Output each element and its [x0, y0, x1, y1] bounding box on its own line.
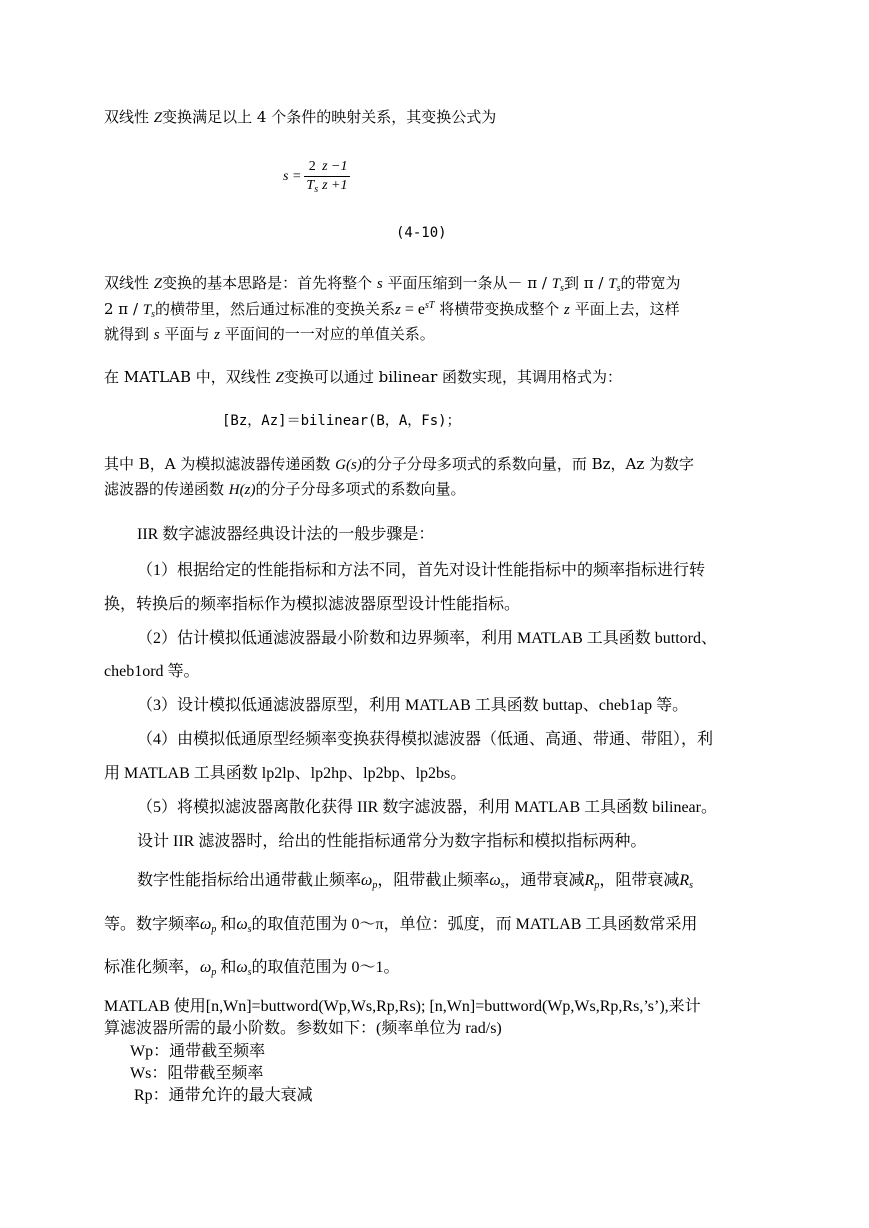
paragraph-intro: [104, 106, 496, 129]
var-s: s: [153, 327, 160, 343]
text: 数字性能指标给出通带截止频率: [137, 872, 362, 889]
sub-s: s: [247, 967, 252, 978]
text: 平面与: [159, 325, 215, 343]
text: ，阻带衰减: [599, 872, 680, 889]
sub-s: s: [500, 880, 505, 891]
step-1-line-1: （1）根据给定的性能指标和方法不同，首先对设计性能指标中的频率指标进行转: [137, 562, 706, 579]
param-rp: Rp：通带允许的最大衰减: [134, 1087, 313, 1104]
var-t: T: [551, 276, 561, 292]
var-omega: ω: [200, 916, 212, 933]
var-z: Z: [275, 370, 284, 386]
var-t: T: [608, 276, 617, 292]
var-z: z: [564, 302, 570, 318]
sub-p: p: [372, 880, 378, 891]
spec-line-1: [137, 870, 693, 892]
var-h: H: [228, 482, 240, 498]
step-2-line-2: cheb1ord 等。: [104, 663, 200, 680]
var-g: G: [335, 457, 347, 473]
step-3: （3）设计模拟低通滤波器原型，利用 MATLAB 工具函数 buttap、cheb1ap 等。: [137, 697, 689, 714]
text: 的带宽为: [620, 274, 681, 292]
var-omega: ω: [489, 872, 501, 889]
sub-s: s: [151, 309, 156, 320]
sub-p: p: [211, 924, 217, 935]
paragraph-line: [104, 272, 680, 295]
var-s: (s): [346, 457, 362, 473]
frac-num: 2: [304, 158, 320, 177]
text: 变换满足以上 4 个条件的映射关系，其变换公式为: [162, 108, 497, 126]
sub-s: s: [314, 184, 319, 195]
step-4-line-2: 用 MATLAB 工具函数 lp2lp、lp2hp、lp2bp、lp2bs。: [104, 765, 467, 782]
text: 平面压缩到一条从－ π /: [382, 274, 552, 292]
bilinear-equation: [283, 158, 350, 195]
var-z: (z): [239, 482, 256, 498]
sub-p: p: [211, 967, 217, 978]
var-omega: ω: [236, 916, 248, 933]
text: ，通带衰减: [504, 872, 585, 889]
var-t: T: [306, 178, 315, 193]
frac-den: [304, 177, 320, 195]
text: 平面上去，这样: [569, 300, 680, 318]
fraction-z: [320, 158, 349, 195]
sub-s: s: [247, 924, 252, 935]
text: 等。数字频率: [104, 916, 201, 933]
paragraph-line: [104, 323, 435, 346]
paragraph-line: [104, 298, 680, 321]
text: 标准化频率，: [104, 959, 201, 976]
design-note: 设计 IIR 滤波器时，给出的性能指标通常分为数字指标和模拟指标两种。: [137, 833, 647, 850]
text: 其中 B，A 为模拟滤波器传递函数: [104, 455, 336, 473]
var-z: z: [395, 302, 401, 318]
sub-p: p: [594, 880, 600, 891]
paragraph-matlab: [104, 366, 622, 389]
text: 的分子分母多项式的系数向量，而 Bz，Az 为数字: [361, 455, 695, 473]
code-line: [Bz，Az]＝bilinear(B，A，Fs)；: [222, 413, 461, 429]
spec-line-2: [104, 914, 697, 936]
spec-line-3: [104, 957, 400, 979]
var-omega: ω: [361, 872, 373, 889]
var-omega: ω: [236, 959, 248, 976]
text: 的取值范围为 0～1。: [251, 959, 400, 976]
param-wp: Wp：通带截至频率: [130, 1043, 266, 1060]
text: 2 π /: [104, 300, 143, 318]
fraction-2-over-ts: [304, 158, 320, 195]
text: 和: [216, 959, 237, 976]
text: 的分子分母多项式的系数向量。: [255, 480, 466, 498]
text: 的取值范围为 0～π，单位：弧度，而 MATLAB 工具函数常采用: [251, 916, 698, 933]
eq-lhs: s =: [283, 168, 302, 184]
buttword-line-1: MATLAB 使用[n,Wn]=buttword(Wp,Ws,Rp,Rs); [n,Wn]=buttword(Wp,Ws,Rp,Rs,’s’),来计: [104, 998, 701, 1015]
step-2-line-1: （2）估计模拟低通滤波器最小阶数和边界频率，利用 MATLAB 工具函数 buttord、: [137, 630, 718, 647]
text: 双线性: [104, 108, 154, 126]
steps-intro: IIR 数字滤波器经典设计法的一般步骤是：: [137, 526, 435, 543]
param-ws: Ws：阻带截至频率: [130, 1065, 264, 1082]
text: 变换的基本思路是：首先将整个: [162, 274, 377, 292]
var-r: R: [679, 872, 690, 889]
paragraph-line: [104, 453, 694, 476]
text: 双线性: [104, 274, 154, 292]
text: 在 MATLAB 中，双线性: [104, 368, 276, 386]
var-z: Z: [153, 110, 163, 126]
text: 变换可以通过 bilinear 函数实现，其调用格式为：: [283, 368, 623, 386]
text: = e: [400, 301, 425, 318]
sub-s: s: [689, 880, 694, 891]
buttword-line-2: 算滤波器所需的最小阶数。参数如下：(频率单位为 rad/s): [104, 1020, 502, 1037]
text: 的横带里，然后通过标准的变换关系: [155, 300, 396, 318]
step-1-line-2: 换，转换后的频率指标作为模拟滤波器原型设计性能指标。: [104, 596, 521, 613]
frac-num: z −1: [320, 158, 349, 177]
text: 就得到: [104, 325, 154, 343]
var-z: Z: [153, 276, 163, 292]
text: ，阻带截止频率: [377, 872, 490, 889]
text: 和: [216, 916, 237, 933]
var-omega: ω: [200, 959, 212, 976]
step-5: （5）将模拟滤波器离散化获得 IIR 数字滤波器，利用 MATLAB 工具函数 bilinear。: [137, 799, 717, 816]
var-z: z: [214, 327, 221, 343]
sub-s: s: [560, 283, 564, 294]
text: 滤波器的传递函数: [104, 480, 229, 498]
text: 平面间的一一对应的单值关系。: [220, 325, 435, 343]
frac-den: z +1: [322, 178, 348, 193]
sup-st: sT: [425, 300, 435, 311]
var-r: R: [584, 872, 595, 889]
text: 到 π /: [564, 274, 609, 292]
step-4-line-1: （4）由模拟低通原型经频率变换获得模拟滤波器（低通、高通、带通、带阻），利: [137, 731, 714, 748]
paragraph-line: [104, 478, 465, 501]
sub-s: s: [616, 283, 621, 294]
text: 将横带变换成整个: [434, 300, 564, 318]
equation-label: (4-10): [396, 225, 447, 241]
var-t: T: [142, 302, 152, 318]
var-s: s: [376, 276, 383, 292]
